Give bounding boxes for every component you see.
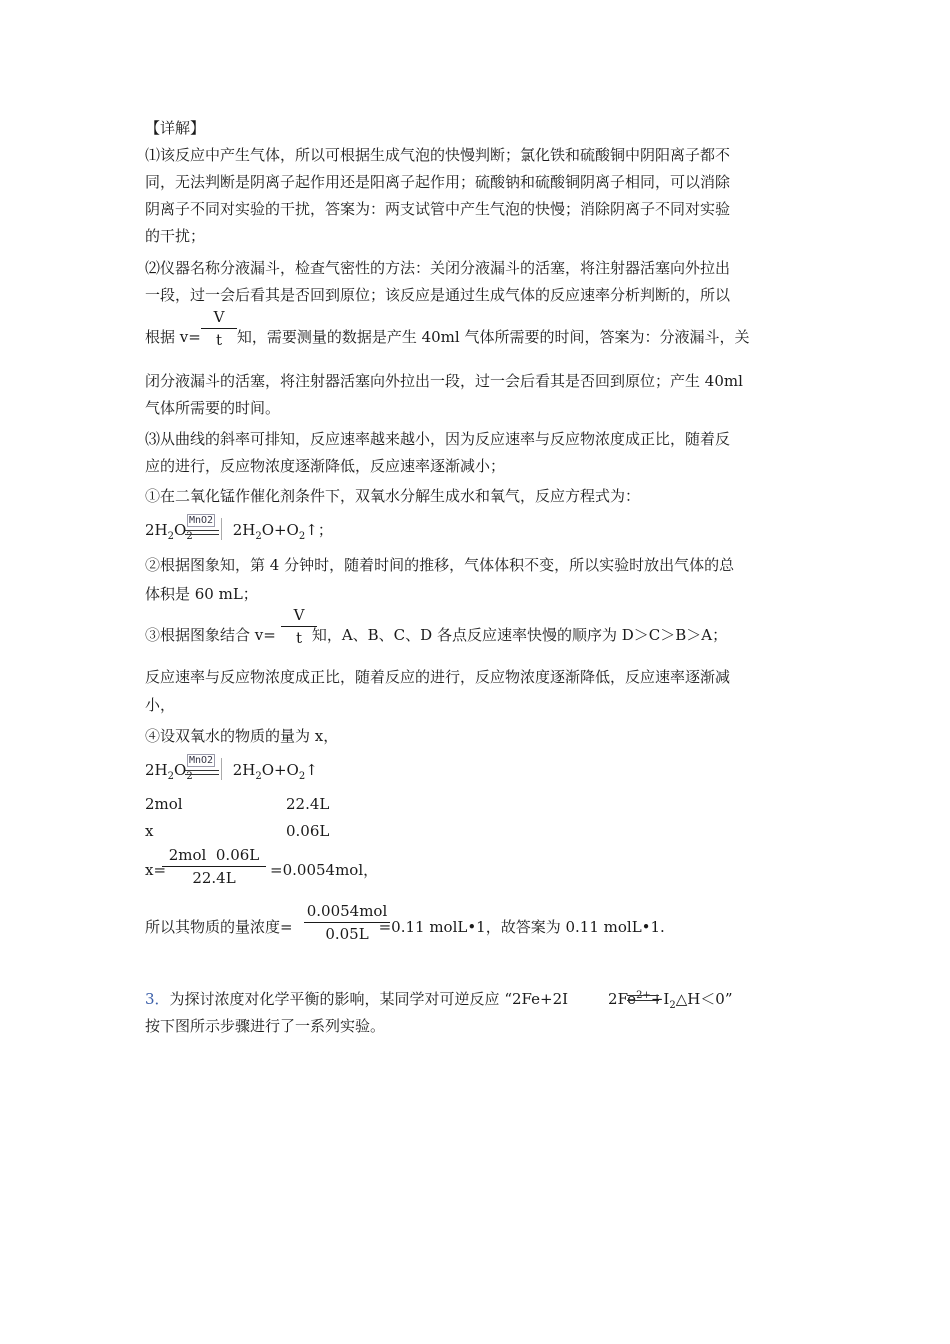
text-line: ⑵仪器名称分液漏斗，检查气密性的方法：关闭分液漏斗的活塞，将注射器活塞向外拉出 (145, 259, 731, 277)
answer-heading: 【详解】 (145, 119, 206, 137)
catalyst-label: MnO2 (189, 515, 214, 526)
catalyst-label: MnO2 (189, 755, 214, 766)
table-cell: 0.06L (286, 822, 330, 840)
table-cell: 22.4L (286, 795, 330, 813)
formula-suffix: =0.11 molL•1，故答案为 0.11 molL•1. (378, 918, 665, 936)
fraction-numerator: 2mol 0.06L (168, 846, 260, 864)
fraction-bar (201, 328, 237, 329)
fraction-numerator: V (213, 308, 225, 326)
formula-suffix: 知，A、B、C、D 各点反应速率快慢的顺序为 D＞C＞B＞A； (311, 626, 728, 644)
equation-text: $2H_2O_2$ $2H_2O+O_2↑$； (145, 521, 333, 542)
equation-text: $2H_2O_2$ $2H_2O+O_2↑$ (145, 761, 318, 782)
fraction-denominator: 0.05L (325, 925, 369, 943)
text-line: ①在二氧化锰作催化剂条件下，双氧水分解生成水和氧气，反应方程式为： (145, 487, 641, 505)
question-line: 3．为探讨浓度对化学平衡的影响，某同学对可逆反应 “2Fe+2I $2Fe^{2+}+I_2\triangle H<0$” (145, 990, 733, 1011)
formula-suffix: 知，需要测量的数据是产生 40ml 气体所需要的时间，答案为：分液漏斗，关 (236, 328, 750, 346)
formula-line (145, 625, 727, 645)
fraction-bar (162, 866, 266, 867)
text-line: 一段，过一会后看其是否回到原位；该反应是通过生成气体的反应速率分析判断的，所以 (145, 286, 731, 304)
fraction-v-over-t (201, 308, 237, 349)
fraction-bar (304, 922, 390, 923)
text-line: ②根据图象知，第 4 分钟时，随着时间的推移，气体体积不变，所以实验时放出气体的总 (145, 556, 735, 574)
catalyst-arrow (185, 754, 221, 784)
fraction-denominator: t (215, 331, 223, 349)
fraction-v-over-t: V t (281, 606, 317, 647)
formula-prefix: 所以其物质的量浓度= (145, 918, 293, 936)
catalyst-arrow (185, 514, 221, 544)
text-line: 阴离子不同对实验的干扰，答案为：两支试管中产生气泡的快慢；消除阴离子不同对实验 (145, 200, 731, 218)
text-line: ④设双氧水的物质的量为 x， (145, 727, 339, 745)
text-line: 的干扰； (145, 227, 206, 245)
text-line: 应的进行，反应物浓度逐渐降低，反应速率逐渐减小； (145, 457, 506, 475)
formula-prefix: 根据 v= (145, 328, 201, 346)
text-line: ⑴该反应中产生气体，所以可根据生成气泡的快慢判断；氯化铁和硫酸铜中阴阳离子都不 (145, 146, 731, 164)
formula-suffix: =0.0054mol， (270, 861, 379, 879)
question-number: 3． (145, 990, 170, 1008)
text-line: 气体所需要的时间。 (145, 399, 281, 417)
table-cell: x (145, 822, 154, 840)
text-line: 同，无法判断是阴离子起作用还是阳离子起作用；硫酸钠和硫酸铜阴离子相同，可以消除 (145, 173, 731, 191)
reversible-arrow-icon (625, 991, 663, 1007)
fraction-numerator: 0.0054mol (306, 902, 388, 920)
formula-prefix: x= (145, 861, 167, 879)
text-line: 按下图所示步骤进行了一系列实验。 (145, 1017, 386, 1035)
text-line: 反应速率与反应物浓度成正比，随着反应的进行，反应物浓度逐渐降低，反应速率逐渐减 (145, 668, 731, 686)
fraction (304, 902, 390, 943)
fraction (162, 846, 266, 887)
text-line: 闭分液漏斗的活塞，将注射器活塞向外拉出一段，过一会后看其是否回到原位；产生 40ml (145, 372, 743, 390)
table-cell: 2mol (145, 795, 183, 813)
text-line: 体积是 60 mL； (145, 585, 258, 603)
formula-prefix: ③根据图象结合 v= (145, 626, 276, 644)
text-line: ⑶从曲线的斜率可排知，反应速率越来越小，因为反应速率与反应物浓度成正比，随着反 (145, 430, 731, 448)
formula-line (145, 917, 665, 937)
fraction-denominator: 22.4L (192, 869, 236, 887)
text-line: 小， (145, 696, 176, 714)
